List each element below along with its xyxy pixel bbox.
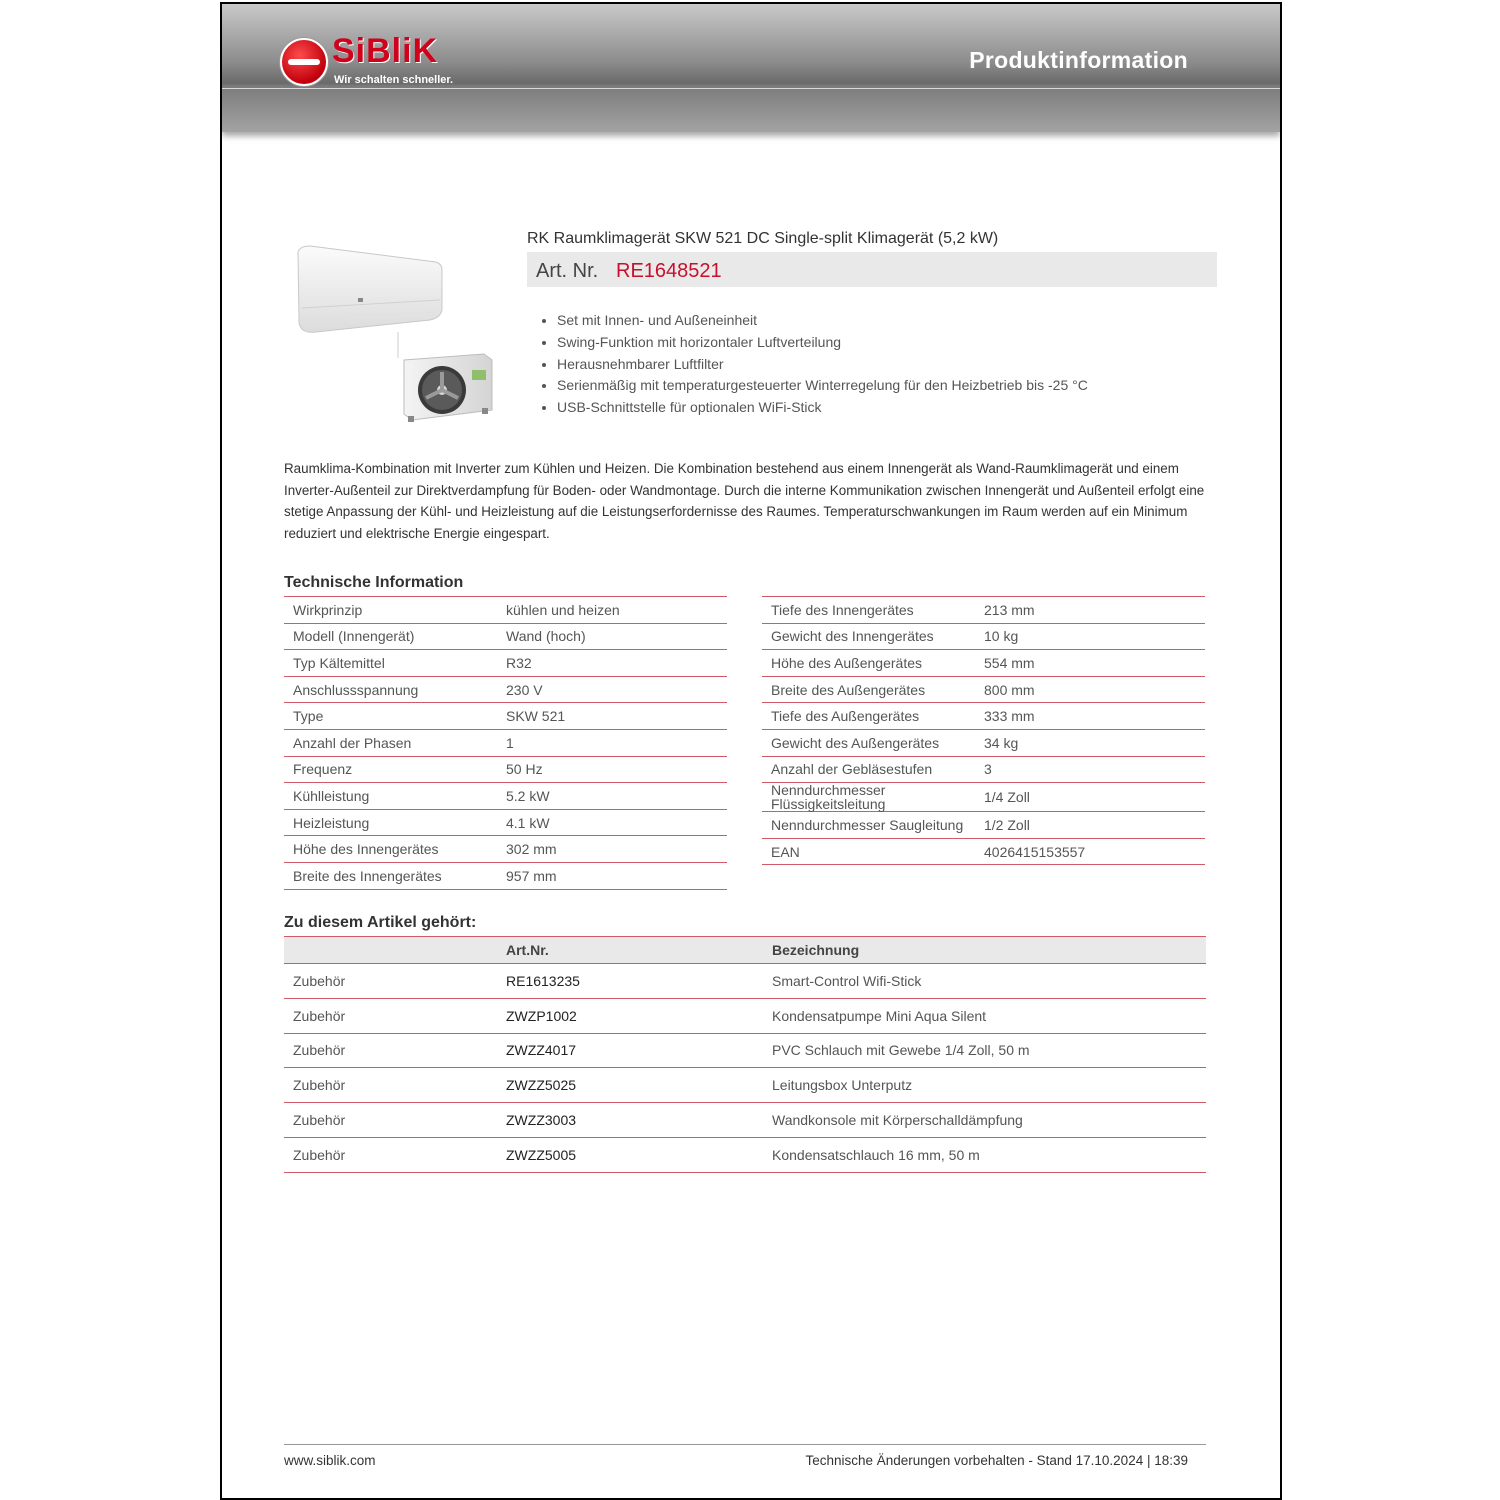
- table-row: [762, 650, 1205, 677]
- spec-value: 230 V: [497, 676, 727, 703]
- spec-value: 10 kg: [975, 623, 1205, 650]
- accessory-type: Zubehör: [284, 1103, 497, 1138]
- table-header-row: [284, 937, 1206, 964]
- siblik-logo: [280, 32, 480, 86]
- table-row: [762, 729, 1205, 756]
- accessory-name: Smart-Control Wifi-Stick: [763, 964, 1206, 999]
- footer-website: www.siblik.com: [284, 1453, 376, 1468]
- table-row: [762, 838, 1205, 865]
- outdoor-unit-icon: [404, 354, 492, 422]
- table-row: [762, 676, 1205, 703]
- spec-label: Nenndurchmesser Flüssigkeitsleitung: [762, 783, 975, 812]
- accessory-name: Leitungsbox Unterputz: [763, 1068, 1206, 1103]
- table-row: [284, 964, 1206, 999]
- footer-divider: [284, 1444, 1206, 1445]
- spec-label: Breite des Außengerätes: [762, 676, 975, 703]
- spec-value: 957 mm: [497, 862, 727, 889]
- article-number-value: RE1648521: [616, 260, 722, 282]
- product-description: Raumklima-Kombination mit Inverter zum Kühlen und Heizen. Die Kombination bestehend aus einem Innengerät als Wand-Raumklimagerät und einem Inverter-Außenteil zur Direktverdampfung für Boden- oder Wandmontage. Durch die interne Kommunikation zwischen Innengerät und Außenteil erfolgt eine stetige Anpassung der Kühl- und Heizleistung auf die Leistungserfordernisse des Raumes. Temperaturschwankungen im Raum werden auf ein Minimum reduziert und elektrische Energie eingespart.: [284, 461, 1205, 541]
- spec-value: 50 Hz: [497, 756, 727, 783]
- spec-label: Typ Kältemittel: [284, 650, 497, 677]
- spec-value: R32: [497, 650, 727, 677]
- spec-label: Gewicht des Innengerätes: [762, 623, 975, 650]
- feature-list: [539, 310, 1088, 419]
- table-row: [284, 1137, 1206, 1172]
- spec-label: Anzahl der Phasen: [284, 729, 497, 756]
- spec-value: kühlen und heizen: [497, 597, 727, 624]
- table-row: [284, 1103, 1206, 1138]
- column-header-bezeichnung: Bezeichnung: [763, 937, 1206, 964]
- table-row: [762, 812, 1205, 839]
- table-row: [284, 676, 727, 703]
- header-bar: [222, 4, 1280, 132]
- spec-value: 800 mm: [975, 676, 1205, 703]
- product-title: RK Raumklimagerät SKW 521 DC Single-split Klimagerät (5,2 kW): [527, 230, 999, 247]
- spec-value: 3: [975, 756, 1205, 783]
- spec-value: 213 mm: [975, 597, 1205, 624]
- article-number-label: Art. Nr.: [536, 260, 599, 282]
- feature-item: • Herausnehmbarer Luftfilter: [557, 354, 1088, 376]
- spec-label: Tiefe des Außengerätes: [762, 703, 975, 730]
- table-row: [762, 783, 1205, 812]
- page-title: Produktinformation: [969, 47, 1188, 73]
- spec-label: Heizleistung: [284, 809, 497, 836]
- accessory-art-nr: ZWZP1002: [497, 998, 763, 1033]
- feature-item: • Swing-Funktion mit horizontaler Luftverteilung: [557, 332, 1088, 354]
- spec-label: Tiefe des Innengerätes: [762, 597, 975, 624]
- accessory-type: Zubehör: [284, 1068, 497, 1103]
- table-row: [284, 703, 727, 730]
- accessory-type: Zubehör: [284, 1033, 497, 1068]
- table-row: [284, 1068, 1206, 1103]
- spec-label: Anzahl der Gebläsestufen: [762, 756, 975, 783]
- table-row: [762, 597, 1205, 624]
- accessory-art-nr: ZWZZ5005: [497, 1137, 763, 1172]
- table-row: [284, 783, 727, 810]
- spec-label: Wirkprinzip: [284, 597, 497, 624]
- column-header-type: [284, 937, 497, 964]
- accessory-art-nr: ZWZZ5025: [497, 1068, 763, 1103]
- spec-value: 333 mm: [975, 703, 1205, 730]
- table-row: [762, 703, 1205, 730]
- spec-value: SKW 521: [497, 703, 727, 730]
- spec-value: 554 mm: [975, 650, 1205, 677]
- logo-tagline: Wir schalten schneller.: [334, 74, 454, 86]
- spec-label: Type: [284, 703, 497, 730]
- accessory-type: Zubehör: [284, 1137, 497, 1172]
- table-row: [284, 729, 727, 756]
- accessory-name: Kondensatschlauch 16 mm, 50 m: [763, 1137, 1206, 1172]
- header-divider: [222, 88, 1280, 89]
- spec-value: 1: [497, 729, 727, 756]
- footer-note: Technische Änderungen vorbehalten - Stand 17.10.2024 | 18:39: [805, 1453, 1188, 1468]
- spec-label: Höhe des Außengerätes: [762, 650, 975, 677]
- spec-label: Höhe des Innengerätes: [284, 836, 497, 863]
- tech-table-right: [762, 596, 1205, 865]
- product-image: [296, 240, 496, 425]
- table-row: [284, 623, 727, 650]
- spec-value: Wand (hoch): [497, 623, 727, 650]
- table-row: [284, 756, 727, 783]
- accessories-title: Zu diesem Artikel gehört:: [284, 914, 477, 931]
- accessory-art-nr: ZWZZ4017: [497, 1033, 763, 1068]
- spec-value: 4026415153557: [975, 838, 1205, 865]
- spec-value: 1/2 Zoll: [975, 812, 1205, 839]
- accessory-type: Zubehör: [284, 964, 497, 999]
- article-number-bar: [527, 252, 1217, 287]
- spec-value: 1/4 Zoll: [975, 783, 1205, 812]
- spec-value: 5.2 kW: [497, 783, 727, 810]
- table-row: [284, 862, 727, 889]
- accessory-name: Wandkonsole mit Körperschalldämpfung: [763, 1103, 1206, 1138]
- table-row: [284, 1033, 1206, 1068]
- logo-brand: SiBliK: [332, 32, 439, 70]
- product-sheet-page: [220, 2, 1282, 1500]
- spec-label: Modell (Innengerät): [284, 623, 497, 650]
- spec-value: 4.1 kW: [497, 809, 727, 836]
- column-header-art-nr: Art.Nr.: [497, 937, 763, 964]
- table-row: [284, 597, 727, 624]
- spec-label: EAN: [762, 838, 975, 865]
- spec-value: 34 kg: [975, 729, 1205, 756]
- table-row: [762, 623, 1205, 650]
- logo-circle-icon: [280, 38, 328, 86]
- table-row: [284, 998, 1206, 1033]
- accessory-name: PVC Schlauch mit Gewebe 1/4 Zoll, 50 m: [763, 1033, 1206, 1068]
- tech-table-left: [284, 596, 727, 890]
- accessory-art-nr: ZWZZ3003: [497, 1103, 763, 1138]
- spec-label: Anschlussspannung: [284, 676, 497, 703]
- feature-item: • Set mit Innen- und Außeneinheit: [557, 310, 1088, 332]
- table-row: [284, 836, 727, 863]
- feature-item: • Serienmäßig mit temperaturgesteuerter Winterregelung für den Heizbetrieb bis -25 °C: [557, 375, 1088, 397]
- table-row: [284, 650, 727, 677]
- table-row: [762, 756, 1205, 783]
- spec-label: Frequenz: [284, 756, 497, 783]
- spec-label: Kühlleistung: [284, 783, 497, 810]
- accessories-table: [284, 936, 1206, 1173]
- indoor-unit-icon: [298, 246, 442, 332]
- accessory-type: Zubehör: [284, 998, 497, 1033]
- accessory-name: Kondensatpumpe Mini Aqua Silent: [763, 998, 1206, 1033]
- tech-info-title: Technische Information: [284, 574, 464, 591]
- accessory-art-nr: RE1613235: [497, 964, 763, 999]
- table-row: [284, 809, 727, 836]
- spec-value: 302 mm: [497, 836, 727, 863]
- spec-label: Gewicht des Außengerätes: [762, 729, 975, 756]
- spec-label: Breite des Innengerätes: [284, 862, 497, 889]
- feature-item: • USB-Schnittstelle für optionalen WiFi-Stick: [557, 397, 1088, 419]
- spec-label: Nenndurchmesser Saugleitung: [762, 812, 975, 839]
